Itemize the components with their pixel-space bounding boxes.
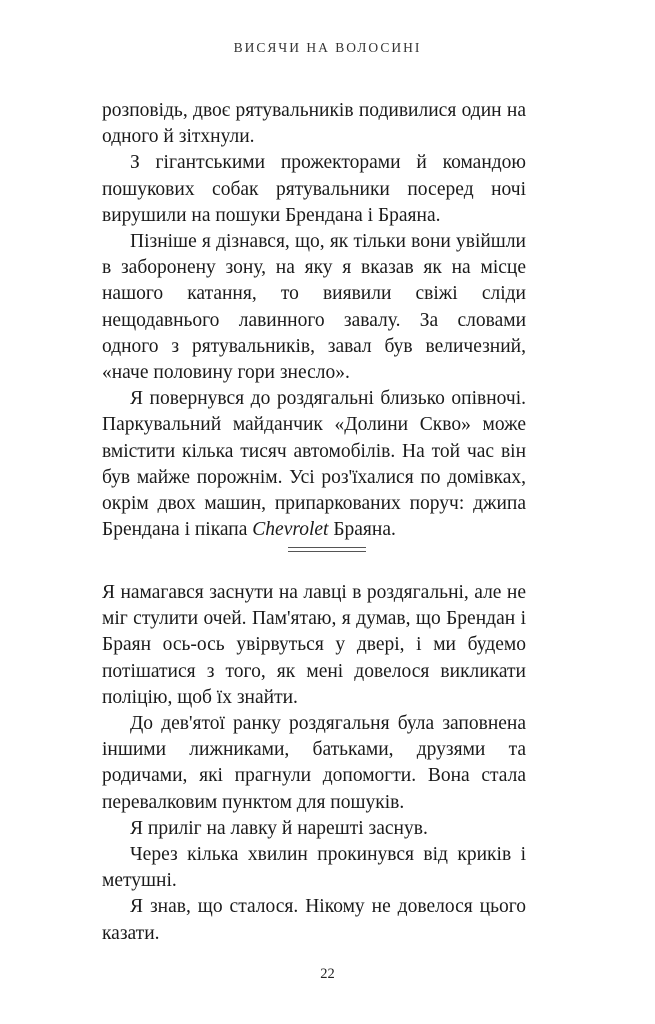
paragraph [102, 386, 526, 543]
section-divider [288, 547, 366, 552]
text-section-1 [102, 98, 526, 543]
paragraph: З гігантськими прожекторами й командою пошукових собак рятувальники посеред ночі вирушили на пошуки Брендана і Браяна. [102, 152, 526, 226]
italic-brand-name: Chevrolet [252, 519, 329, 541]
paragraph: Я приліг на лавку й нарешті заснув. [130, 817, 428, 839]
paragraph: Я знав, що сталося. Нікому не довелося цього казати. [102, 896, 526, 944]
paragraph-text: Браяна. [328, 519, 396, 541]
paragraph: Пізніше я дізнався, що, як тільки вони увійшли в заборонену зону, на яку я вказав як на місце нашого катання, то виявили свіжі сліди нещодавнього лавинного завалу. За словами одного з рятувальників, завал був величезний, «наче половину гори знесло». [102, 231, 526, 384]
paragraph: Через кілька хвилин прокинувся від криків і метушні. [102, 844, 526, 892]
paragraph-text: Я повернувся до роздягальні близько опівночі. Паркувальний майданчик «Долини Скво» може вмістити кілька тисяч автомобілів. На той час він був майже порожнім. Усі роз'їхалися по домівках, окрім двох машин, припаркованих поруч: джипа Брендана і пікапа [102, 388, 526, 541]
page-number: 22 [320, 966, 335, 982]
text-section-2 [102, 580, 526, 947]
paragraph: Я намагався заснути на лавці в роздягальні, але не міг стулити очей. Пам'ятаю, я думав, що Брендан і Браян ось-ось увірвуться у двері, і ми будемо потішатися з того, як мені довелося викликати поліцію, щоб їх знайти. [102, 582, 526, 708]
paragraph: розповідь, двоє рятувальників подивилися один на одного й зітхнули. [102, 100, 526, 148]
running-head: ВИСЯЧИ НА ВОЛОСИНІ [233, 40, 422, 55]
paragraph: До дев'ятої ранку роздягальня була заповнена іншими лижниками, батьками, друзями та родичами, які прагнули допомогти. Вона стала перевалковим пунктом для пошуків. [102, 713, 526, 813]
